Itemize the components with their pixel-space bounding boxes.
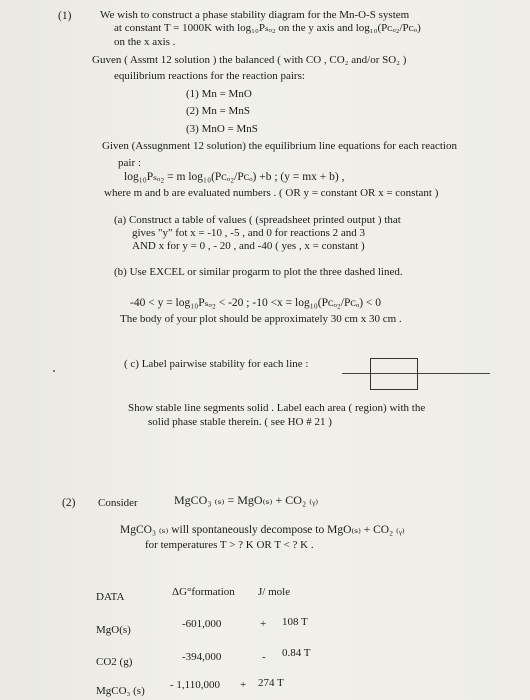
delta-g-header: ΔG°formation bbox=[172, 586, 235, 598]
decompose-line-2: for temperatures T > ? K OR T < ? K . bbox=[145, 539, 314, 551]
part-a-line-3: AND x for y = 0 , - 20 , and -40 ( yes , x = constant ) bbox=[132, 240, 365, 252]
bullet-dot bbox=[53, 370, 55, 372]
row-species: MgO(s) bbox=[96, 624, 131, 636]
intro-line-3: on the x axis . bbox=[114, 36, 176, 48]
row-operator: + bbox=[260, 618, 267, 630]
row-value-b: 274 T bbox=[258, 677, 284, 689]
units-label: J/ mole bbox=[258, 586, 291, 598]
reaction-3: (3) MnO = MnS bbox=[186, 123, 258, 135]
row-species: MgCO₃ (s) bbox=[96, 685, 145, 697]
consider-label: Consider bbox=[98, 497, 138, 509]
part-b-line-1: (b) Use EXCEL or similar progarm to plot the three dashed lined. bbox=[114, 266, 403, 278]
part-a-line-1: (a) Construct a table of values ( (spreadsheet printed output ) that bbox=[114, 214, 401, 226]
reaction-2: (2) Mn = MnS bbox=[186, 105, 250, 117]
row-value-b: 108 T bbox=[282, 616, 308, 628]
part-b-range: -40 < y = log₁₀Pₛₒ₂ < -20 ; -10 <x = log₁₀(Pᴄₒ₂/Pᴄₒ) < 0 bbox=[130, 297, 382, 309]
problem-2-number: (2) bbox=[62, 497, 76, 509]
where-line: where m and b are evaluated numbers . ( OR y = constant OR x = constant ) bbox=[104, 187, 439, 199]
given-assmt-line: Guven ( Assmt 12 solution ) the balanced ( with CO , CO₂ and/or SO₂ ) bbox=[92, 54, 407, 66]
given-lines-text: Given (Assugnment 12 solution) the equilibrium line equations for each reaction bbox=[102, 140, 457, 152]
given-assmt-line-2: equilibrium reactions for the reaction pairs: bbox=[114, 70, 305, 82]
part-c-line: ( c) Label pairwise stability for each line : bbox=[124, 358, 309, 370]
stability-box-sketch bbox=[370, 358, 418, 390]
row-operator: + bbox=[240, 679, 247, 691]
pair-label: pair : bbox=[118, 157, 141, 169]
decompose-line-1: MgCO₃ ₍ₛ₎ will spontaneously decompose to MgO₍ₛ₎ + CO₂ ₍ᵧ₎ bbox=[120, 524, 405, 536]
row-species: CO2 (g) bbox=[96, 656, 133, 668]
show-line-2: solid phase stable therein. ( see HO # 21 ) bbox=[148, 416, 332, 428]
part-b-line-3: The body of your plot should be approximately 30 cm x 30 cm . bbox=[120, 313, 402, 325]
row-value-a: -394,000 bbox=[182, 651, 222, 663]
part-a-line-2: gives "y" fot x = -10 , -5 , and 0 for reactions 2 and 3 bbox=[132, 227, 365, 239]
row-value-a: - 1,110,000 bbox=[170, 679, 221, 691]
data-label: DATA bbox=[96, 591, 125, 603]
row-value-b: 0.84 T bbox=[282, 647, 311, 659]
show-line-1: Show stable line segments solid . Label each area ( region) with the bbox=[128, 402, 426, 414]
row-operator: - bbox=[262, 651, 266, 663]
equilibrium-equation: log₁₀Pₛₒ₂ = m log₁₀(Pᴄₒ₂/Pᴄₒ) +b ; (y = mx + b) , bbox=[124, 171, 345, 183]
intro-line-1: We wish to construct a phase stability diagram for the Mn-O-S system bbox=[100, 9, 410, 21]
row-value-a: -601,000 bbox=[182, 618, 222, 630]
decomposition-reaction: MgCO₃ ₍ₛ₎ = MgO₍ₛ₎ + CO₂ ₍ᵧ₎ bbox=[174, 493, 319, 507]
problem-1-number: (1) bbox=[58, 10, 72, 22]
intro-line-2: at constant T = 1000K with log₁₀Pₛₒ₂ on the y axis and log₁₀(Pᴄₒ₂/Pᴄₒ) bbox=[114, 22, 421, 34]
reaction-1: (1) Mn = MnO bbox=[186, 88, 252, 100]
